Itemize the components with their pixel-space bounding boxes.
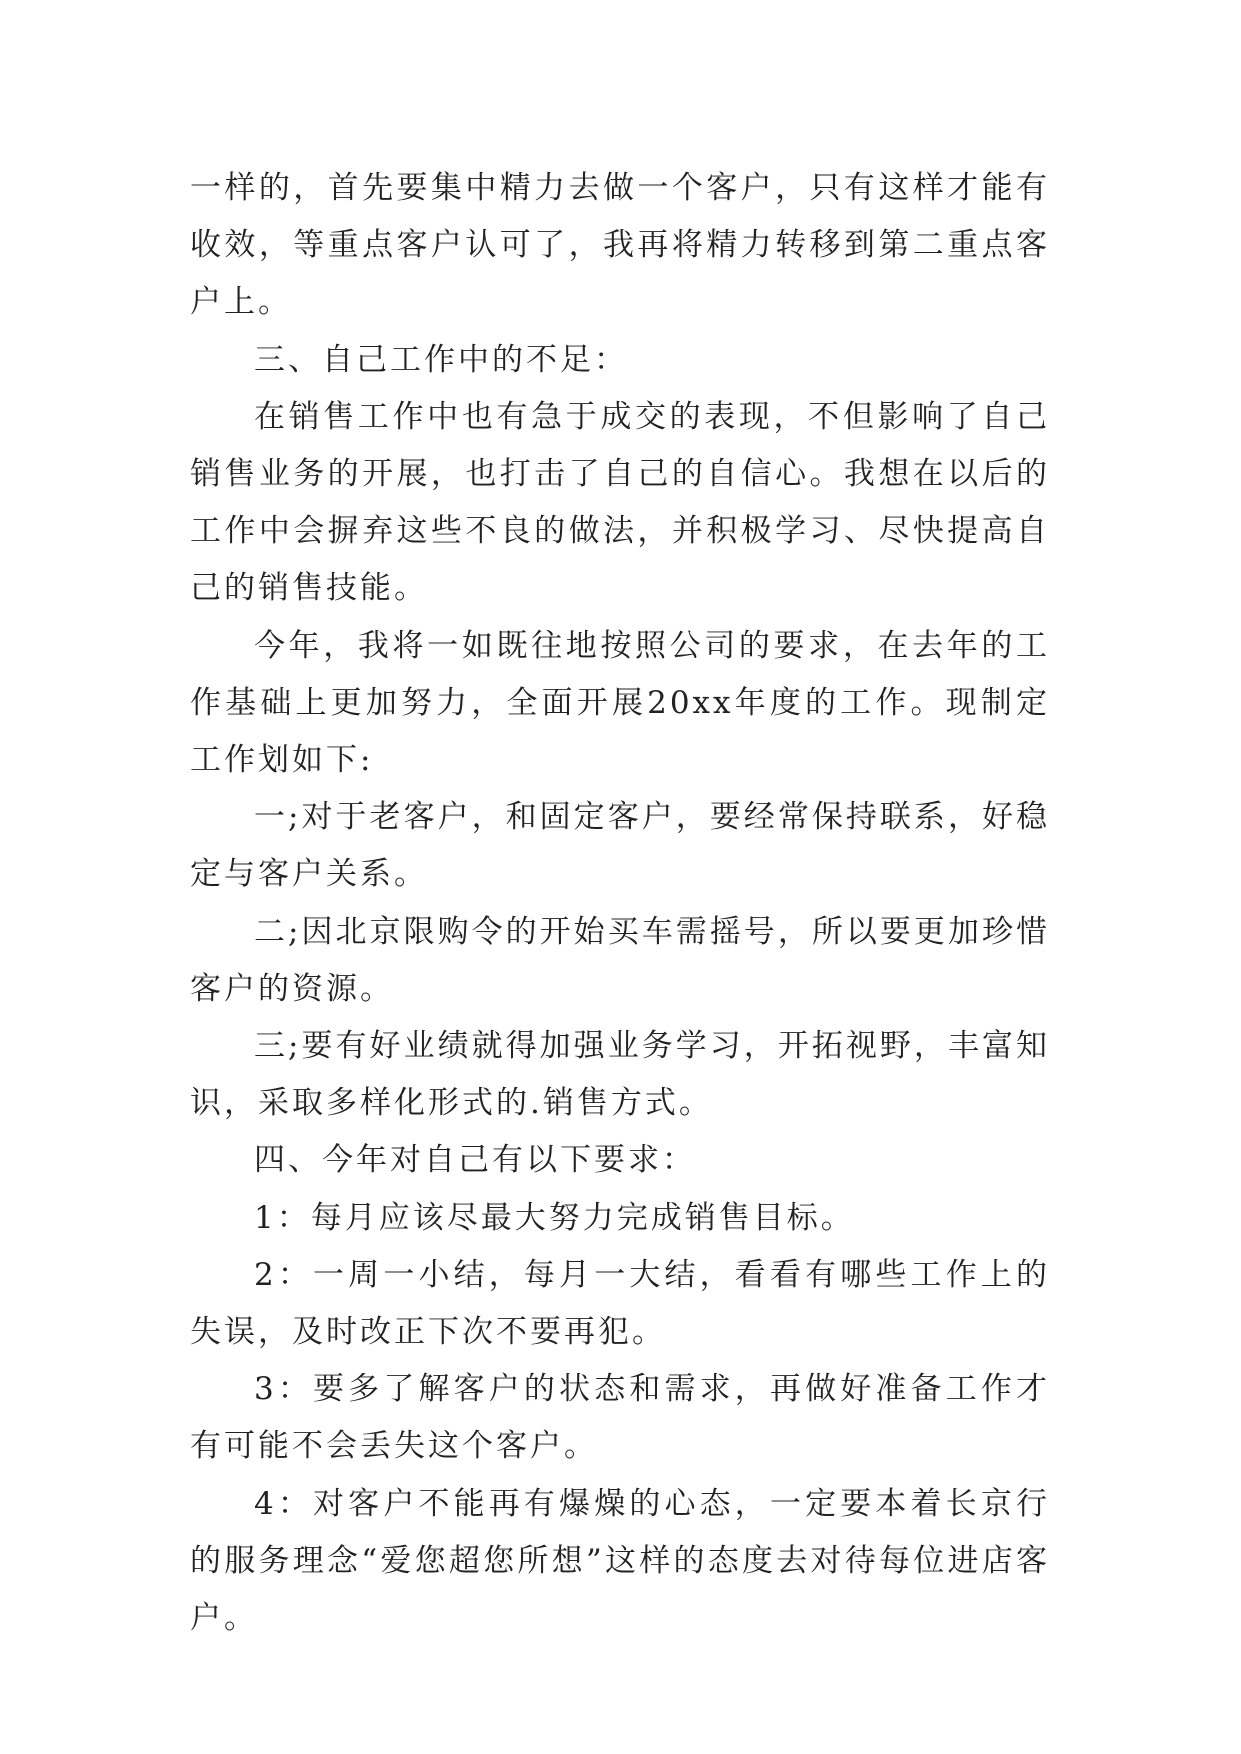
- plan-item-2: 二;因北京限购令的开始买车需摇号，所以要更加珍惜客户的资源。: [190, 913, 1050, 1007]
- paragraph-plan-intro: 今年，我将一如既往地按照公司的要求，在去年的工作基础上更加努力，全面开展20xx年度的工作。现制定工作划如下:: [190, 627, 1050, 779]
- paragraph-continuation: 一样的，首先要集中精力去做一个客户，只有这样才能有收效，等重点客户认可了，我再将精力转移到第二重点客户上。: [190, 170, 1050, 321]
- requirement-item-1: 1：每月应该尽最大努力完成销售目标。: [254, 1199, 855, 1236]
- paragraph-shortcomings: 在销售工作中也有急于成交的表现，不但影响了自己销售业务的开展，也打击了自己的自信心。我想在以后的工作中会摒弃这些不良的做法，并积极学习、尽快提高自己的销售技能。: [190, 398, 1050, 607]
- plan-item-1: 一;对于老客户，和固定客户，要经常保持联系，好稳定与客户关系。: [190, 799, 1050, 893]
- section-heading-requirements: 四、今年对自己有以下要求：: [254, 1142, 696, 1179]
- requirement-item-2: 2：一周一小结，每月一大结，看看有哪些工作上的失误，及时改正下次不要再犯。: [190, 1256, 1050, 1351]
- section-heading-shortcomings: 三、自己工作中的不足：: [254, 341, 628, 378]
- document-body: [190, 160, 1050, 1647]
- plan-item-3: 三;要有好业绩就得加强业务学习，开拓视野，丰富知识，采取多样化形式的.销售方式。: [190, 1028, 1050, 1122]
- requirement-item-4: 4：对客户不能再有爆燥的心态，一定要本着长京行的服务理念“爱您超您所想”这样的态度去对待每位进店客户。: [190, 1485, 1050, 1637]
- requirement-item-3: 3：要多了解客户的状态和需求，再做好准备工作才有可能不会丢失这个客户。: [190, 1371, 1050, 1465]
